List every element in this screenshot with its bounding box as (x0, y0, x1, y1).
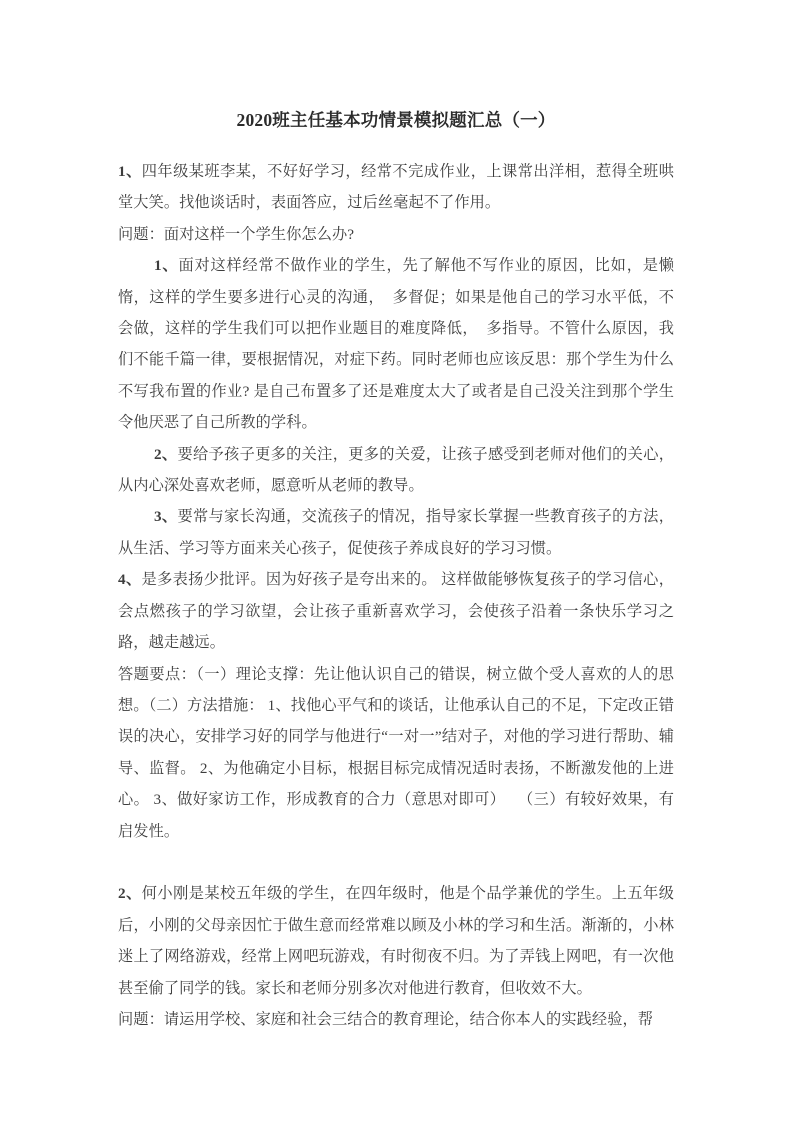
question-1-scenario: 1、四年级某班李某，不好好学习，经常不完成作业，上课常出洋相，惹得全班哄堂大笑。找他谈话时，表面答应，过后丝毫起不了作用。 (118, 163, 675, 212)
question-2-prompt: 问题：请运用学校、家庭和社会三结合的教育理论，结合你本人的实践经验，帮 (118, 1010, 654, 1028)
answer-1-point-3: 3、要常与家长沟通，交流孩子的情况，指导家长掌握一些教育孩子的方法，从生活、学习等方面来关心孩子，促使孩子养成良好的学习习惯。 (118, 508, 675, 557)
title-gap (118, 148, 674, 156)
question-1-prompt: 问题：面对这样一个学生你怎么办? (118, 225, 355, 243)
answer-1-point-4: 4、是多表扬少批评。因为好孩子是夸出来的。 这样做能够恢复孩子的学习信心，会点燃孩子的学习欲望，会让孩子重新喜欢学习，会使孩子沿着一条快乐学习之路，越走越远。 (118, 571, 675, 652)
answer-1-point-2: 2、要给予孩子更多的关注，更多的关爱，让孩子感受到老师对他们的关心，从内心深处喜欢老师，愿意听从老师的教导。 (118, 445, 675, 495)
question-2-scenario: 2、何小刚是某校五年级的学生，在四年级时，他是个品学兼优的学生。上五年级后，小刚的父母亲因忙于做生意而经常难以顾及小林的学习和生活。渐渐的，小林迷上了网络游戏，经常上网吧玩游戏，有时彻夜不归。为了弄钱上网吧，有一次他甚至偷了同学的钱。家长和老师分别多次对他进行教育，但收效不大。 (118, 885, 675, 997)
section-gap (118, 847, 674, 878)
answer-1-point-1: 1、面对这样经常不做作业的学生，先了解他不写作业的原因，比如，是懒惰，这样的学生要多进行心灵的沟通， 多督促；如果是他自己的学习水平低，不会做，这样的学生我们可以把作业题目的难度降低， 多指导。不管什么原因，我们不能千篇一律，要根据情况，对症下药。同时老师也应该反思：那个学生为什么不写我布置的作业? 是自己布置多了还是难度太大了或者是自己没关注到那个学生令他厌恶了自己所教的学科。 (118, 257, 675, 432)
answer-1-key-points: 答题要点：（一）理论支撑：先让他认识自己的错误，树立做个受人喜欢的人的思想。（二）方法措施： 1、找他心平气和的谈话，让他承认自己的不足，下定改正错误的决心，安排学习好的同学与他进行“一对一”结对子，对他的学习进行帮助、辅导、监督。 2、为他确定小目标，根据目标完成情况适时表扬，不断激发他的上进心。 3、做好家访工作，形成教育的合力（意思对即可） （三）有较好效果，有启发性。 (118, 665, 674, 840)
document-body (118, 104, 674, 1035)
page-title: 2020班主任基本功情景模拟题汇总（一） (236, 110, 556, 130)
